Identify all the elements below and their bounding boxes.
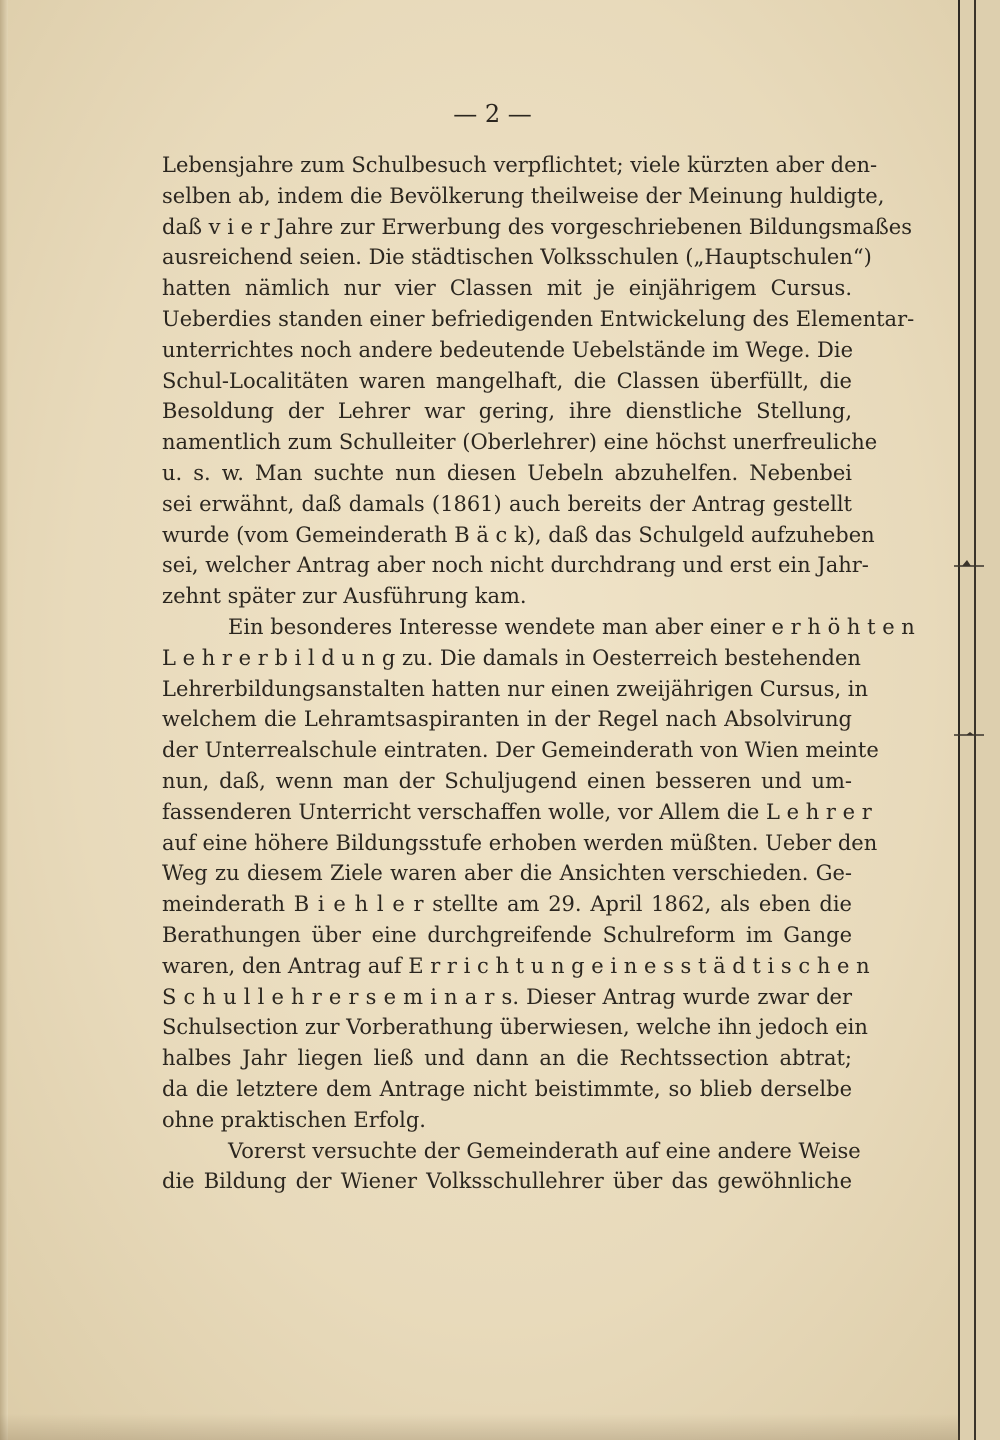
- text-line: Schul-Localitäten waren mangelhaft, die Classen überfüllt, die: [162, 368, 852, 393]
- text-line: waren, den Antrag auf E r r i c h t u n g e i n e s s t ä d t i s c h e n: [162, 953, 870, 978]
- page-number: — 2 —: [453, 100, 532, 128]
- text-line: Lebensjahre zum Schulbesuch verpflichtet; viele kürzten aber den-: [162, 153, 878, 177]
- text-line: L e h r e r b i l d u n g zu. Die damals in Oesterreich bestehenden: [162, 645, 861, 670]
- text-line: ohne praktischen Erfolg.: [162, 1107, 426, 1132]
- text-line: Weg zu diesem Ziele waren aber die Ansichten verschieden. Ge-: [162, 861, 852, 886]
- text-line: nun, daß, wenn man der Schuljugend einen besseren und um-: [162, 768, 852, 793]
- page-right-border: [958, 0, 1000, 1440]
- text-line: Lehrerbildungsanstalten hatten nur einen zweijährigen Cursus, in: [162, 676, 869, 701]
- text-line: sei erwähnt, daß damals (1861) auch bereits der Antrag gestellt: [162, 491, 852, 516]
- text-line: zehnt später zur Ausführung kam.: [162, 584, 527, 609]
- text-line: Ueberdies standen einer befriedigenden Entwickelung des Elementar-: [162, 306, 915, 331]
- text-line: der Unterrealschule eintraten. Der Gemeinderath von Wien meinte: [162, 738, 879, 763]
- text-line: Schulsection zur Vorberathung überwiesen, welche ihn jedoch ein: [162, 1015, 868, 1040]
- text-line: fassenderen Unterricht verschaffen wolle, vor Allem die L e h r e r: [162, 799, 872, 824]
- text-line: Vorerst versuchte der Gemeinderath auf eine andere Weise: [228, 1138, 861, 1163]
- text-line: Ein besonderes Interesse wendete man aber einer e r h ö h t e n: [228, 614, 915, 639]
- text-line: halbes Jahr liegen ließ und dann an die Rechtssection abtrat;: [162, 1046, 852, 1071]
- body-text: [162, 150, 915, 1197]
- text-line: meinderath B i e h l e r stellte am 29. April 1862, als eben die: [162, 892, 852, 917]
- text-line: selben ab, indem die Bevölkerung theilweise der Meinung huldigte,: [162, 183, 885, 208]
- margin-mark-icon: [954, 558, 984, 570]
- text-line: die Bildung der Wiener Volksschullehrer über das gewöhnliche: [162, 1169, 852, 1194]
- text-line: u. s. w. Man suchte nun diesen Uebeln abzuhelfen. Nebenbei: [162, 460, 852, 485]
- page-left-edge: [0, 0, 8, 1440]
- text-line: Besoldung der Lehrer war gering, ihre dienstliche Stellung,: [162, 399, 852, 424]
- text-line: ausreichend seien. Die städtischen Volksschulen („Hauptschulen“): [162, 245, 872, 270]
- page-shadow: [0, 1414, 960, 1440]
- text-line: auf eine höhere Bildungsstufe erhoben werden müßten. Ueber den: [162, 830, 878, 855]
- text-line: welchem die Lehramtsaspiranten in der Regel nach Absolvirung: [162, 707, 852, 732]
- binding-line: [974, 0, 976, 1440]
- text-line: daß v i e r Jahre zur Erwerbung des vorgeschriebenen Bildungsmaßes: [162, 214, 912, 239]
- text-line: hatten nämlich nur vier Classen mit je einjährigem Cursus.: [162, 276, 852, 301]
- text-line: unterrichtes noch andere bedeutende Uebelstände im Wege. Die: [162, 337, 854, 362]
- text-line: wurde (vom Gemeinderath B ä c k), daß das Schulgeld aufzuheben: [162, 522, 875, 547]
- text-line: S c h u l l e h r e r s e m i n a r s. Dieser Antrag wurde zwar der: [162, 984, 852, 1009]
- text-line: Berathungen über eine durchgreifende Schulreform im Gange: [162, 922, 852, 947]
- text-line: sei, welcher Antrag aber noch nicht durchdrang und erst ein Jahr-: [162, 553, 869, 578]
- text-line: namentlich zum Schulleiter (Oberlehrer) eine höchst unerfreuliche: [162, 430, 878, 455]
- margin-mark-icon: [954, 728, 984, 740]
- text-line: da die letztere dem Antrage nicht beistimmte, so blieb derselbe: [162, 1076, 852, 1101]
